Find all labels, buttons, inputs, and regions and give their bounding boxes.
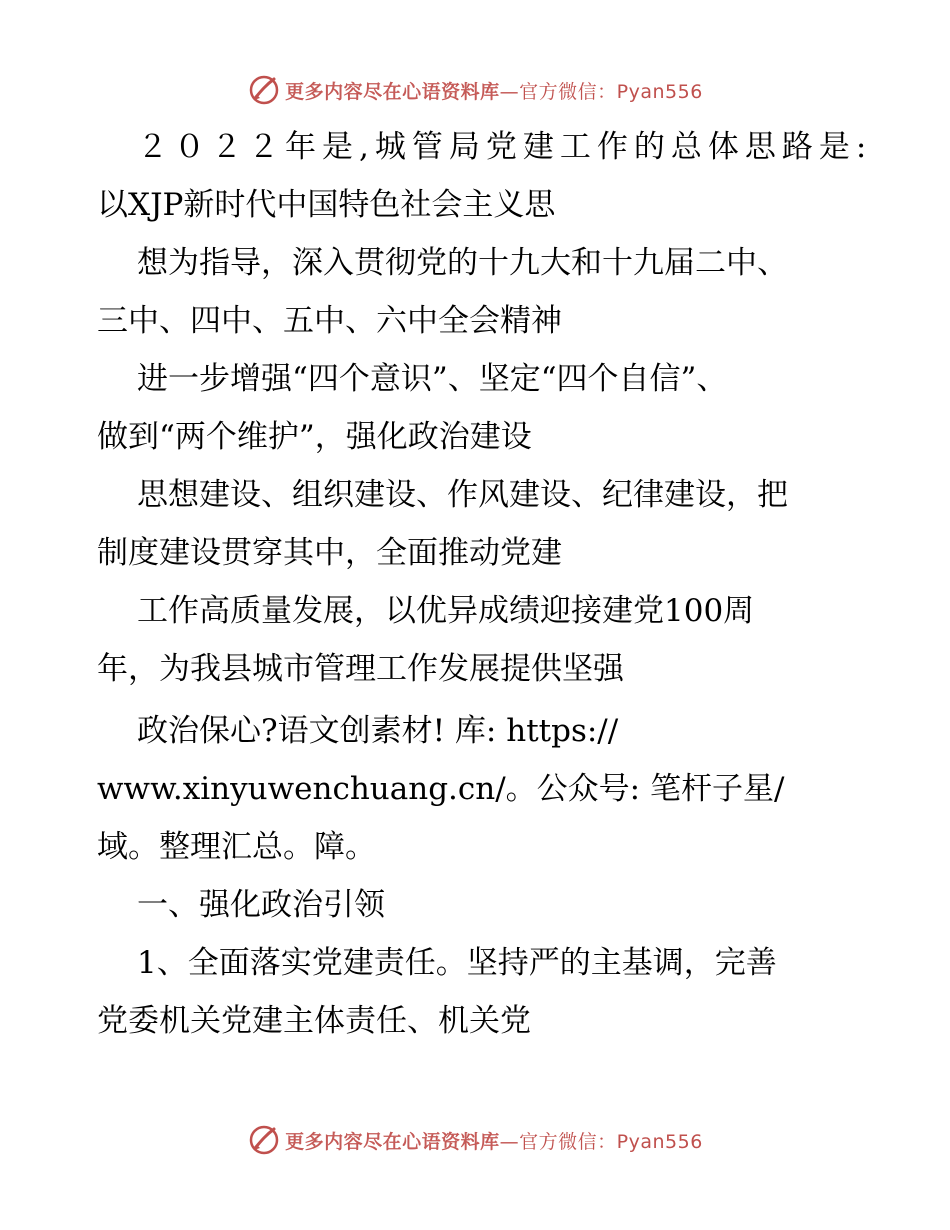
text-line: 进一步增强“四个意识”、坚定“四个自信”、 xyxy=(137,361,728,397)
text-line: 想为指导，深入贯彻党的十九大和十九届二中、 xyxy=(137,245,788,281)
watermark-footer xyxy=(0,1120,950,1160)
text-line: www.xinyuwenchuang.cn/。公众号: 笔杆子星/ xyxy=(97,771,785,807)
text-line: ２０２２年是,城管局党建工作的总体思路是: xyxy=(137,129,873,165)
text-line: 工作高质量发展，以优异成绩迎接建党100周 xyxy=(137,593,755,629)
text-line: 思想建设、组织建设、作风建设、纪律建设，把 xyxy=(137,477,788,513)
text-line: 域。整理汇总。障。 xyxy=(97,829,376,865)
brush-logo-icon xyxy=(247,73,281,107)
watermark-sub: 官方微信：Pyan556 xyxy=(519,80,703,103)
watermark-text xyxy=(285,1127,703,1154)
watermark-separator: — xyxy=(499,80,520,103)
watermark-sub: 官方微信：Pyan556 xyxy=(519,1130,703,1153)
text-line: 三中、四中、五中、六中全会精神 xyxy=(97,303,562,339)
text-line: 1、全面落实党建责任。坚持严的主基调，完善 xyxy=(137,945,777,981)
watermark-separator: — xyxy=(499,1130,520,1153)
text-line: 制度建设贯穿其中，全面推动党建 xyxy=(97,535,562,571)
brush-logo-icon xyxy=(247,1123,281,1157)
text-line: 做到“两个维护”，强化政治建设 xyxy=(97,419,532,455)
text-line: 政治保心?语文创素材! 库: https:// xyxy=(137,713,619,749)
text-line: 以XJP新时代中国特色社会主义思 xyxy=(97,187,556,223)
text-line: 党委机关党建主体责任、机关党 xyxy=(97,1003,531,1039)
watermark-header xyxy=(0,70,950,110)
section-heading: 一、强化政治引领 xyxy=(137,887,385,923)
watermark-main: 更多内容尽在心语资料库 xyxy=(285,1130,500,1153)
text-line: 年，为我县城市管理工作发展提供坚强 xyxy=(97,651,624,687)
watermark-text xyxy=(285,77,703,104)
watermark-main: 更多内容尽在心语资料库 xyxy=(285,80,500,103)
